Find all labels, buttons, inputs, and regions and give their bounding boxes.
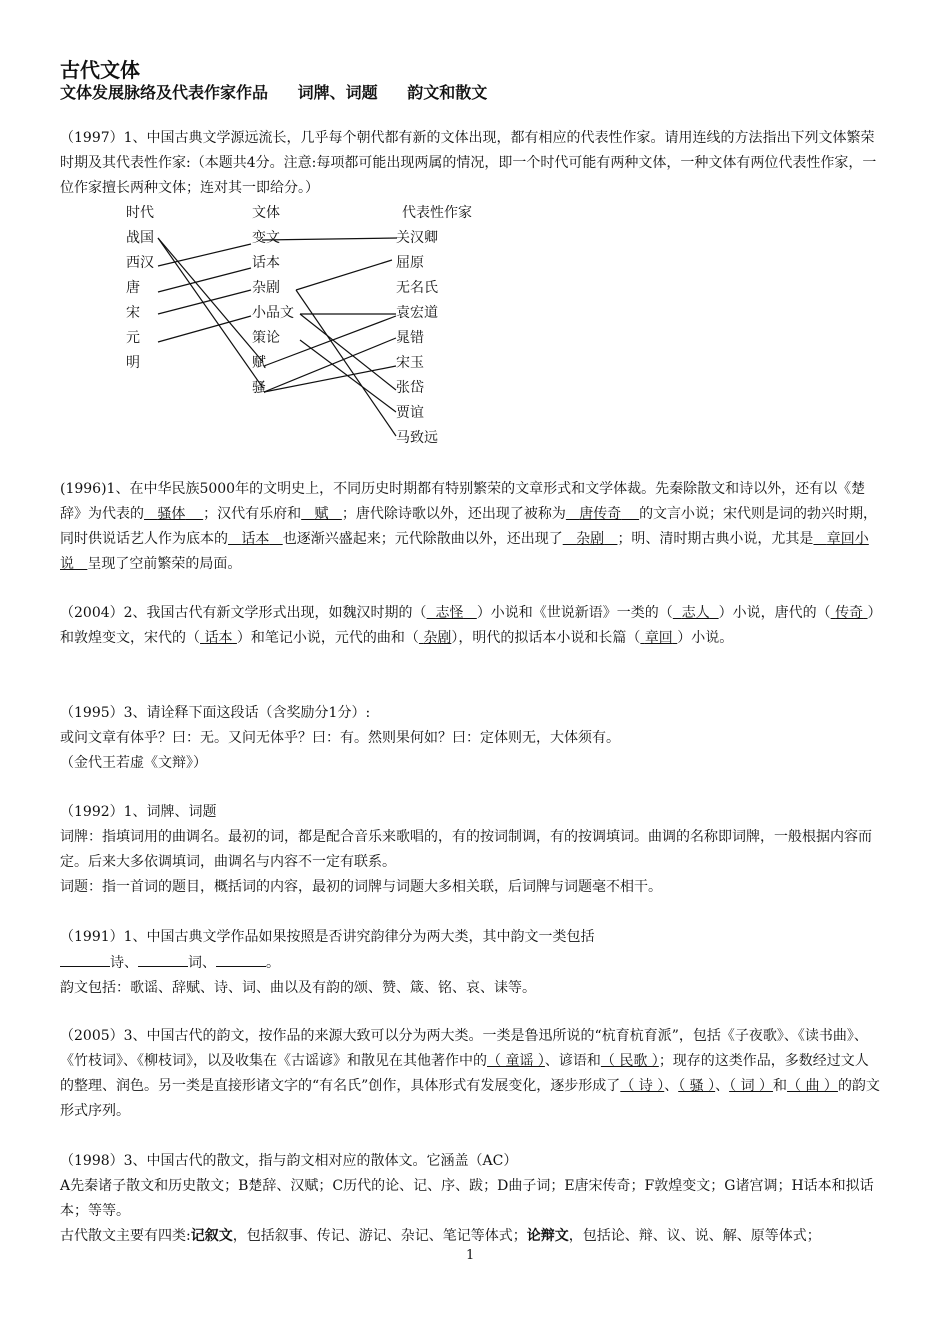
q2004-answer-4 [200, 630, 237, 646]
genre-header: 文体 [252, 205, 280, 221]
q1998-question: （1998）3、中国古代的散文，指与韵文相对应的散体文。它涵盖（AC） [60, 1153, 518, 1169]
q2005-text: 、 [715, 1078, 730, 1094]
genre-item: 小品文 [252, 305, 294, 321]
answer-text: 章回 [644, 630, 673, 646]
q1992-citi: 词题：指一首词的题目，概括词的内容，最初的词牌与词题大多相关联，后词牌与词题毫不相干。 [60, 879, 662, 895]
answer-text: 志人 [681, 605, 710, 621]
q1998-block [60, 1149, 882, 1249]
q1991-answer: 韵文包括：歌谣、辞赋、诗、词、曲以及有韵的颂、赞、箴、铭、哀、诔等。 [60, 980, 536, 996]
answer-text: 志怪 [435, 605, 464, 621]
answer-text: 章回小说 [60, 531, 869, 572]
q1998-term-lunbian: 论辩文 [526, 1228, 569, 1244]
q1996-answer-2 [301, 506, 342, 522]
author-header: 代表性作家 [402, 205, 472, 221]
author-item: 张岱 [396, 380, 424, 396]
q1996-text: ；唐代除诗歌以外，还出现了被称为 [341, 506, 566, 522]
q1995-question: （1995）3、请诠释下面这段话（含奖励分1分）: [60, 705, 371, 721]
q2004-text: ）小说，唐代的（ [718, 605, 831, 621]
q2005-text: 和 [773, 1078, 788, 1094]
author-item: 宋玉 [396, 355, 424, 371]
match-line [300, 314, 396, 390]
q1991-text: 。 [266, 955, 280, 971]
era-item: 宋 [126, 305, 140, 321]
era-item: 元 [126, 330, 140, 346]
author-item: 无名氏 [396, 280, 438, 296]
q1996-paragraph [60, 477, 882, 577]
q1995-block [60, 701, 882, 776]
match-line [158, 238, 263, 388]
q1996-text: 也逐渐兴盛起来；元代除散曲以外，还出现了 [282, 531, 563, 547]
genre-item: 骚 [252, 380, 266, 396]
genre-item: 策论 [252, 330, 280, 346]
q1991-text: 词、 [188, 955, 216, 971]
genre-item: 赋 [252, 355, 266, 371]
q1992-question: （1992）1、词牌、词题 [60, 804, 217, 820]
q1997-text: （1997）1、中国古典文学源远流长，几乎每个朝代都有新的文体出现，都有相应的代表性作家。请用连线的方法指出下列文体繁荣时期及其代表性作家:（本题共4分。注意:每项都可能出现两属的情况，即一个时代可能有两种文体，一种文体有两位代表性作家，一位作家擅长两种文体；连对其一即给分。） [60, 130, 877, 196]
match-line [264, 316, 396, 366]
q1998-term-jixu: 记叙文 [190, 1228, 233, 1244]
q2004-paragraph [60, 601, 882, 651]
q2004-answer-5 [419, 630, 451, 646]
q1991-question: （1991）1、中国古典文学作品如果按照是否讲究韵律分为两大类，其中韵文一类包括 [60, 929, 595, 945]
q1996-text: (1996)1、在中华民族5000年的文明史上，不同历史时期都有特别繁荣的文章形式和文学体裁。先秦除散文和诗以外，还有以《楚辞》为代表的 [60, 481, 866, 522]
q2004-text: ）和敦煌变文，宋代的（ [60, 605, 882, 646]
answer-text: 话本 [204, 630, 233, 646]
q2004-text: ）小说。 [677, 630, 734, 646]
q1992-cipai: 词牌：指填词用的曲调名。最初的词，都是配合音乐来歌唱的，有的按词制调，有的按调填词。曲调的名称即词牌，一般根据内容而定。后来大多依调填词，曲调名与内容不一定有联系。 [60, 829, 872, 870]
q2005-answer-3: （ 诗 ） [620, 1078, 665, 1094]
q2005-text: （2005）3、中国古代的韵文，按作品的来源大致可以分为两大类。一类是鲁迅所说的“杭育杭育派”，包括《子夜歌》、《读书曲》、《竹枝词》、《柳枝词》，以及收集在《古谣谚》和散见在其他著作中的 [60, 1028, 868, 1069]
q2004-answer-3 [831, 605, 868, 621]
era-item: 西汉 [126, 255, 154, 271]
genre-item: 杂剧 [252, 280, 280, 296]
author-item: 关汉卿 [396, 230, 438, 246]
match-line [264, 338, 396, 392]
match-line [296, 260, 392, 290]
era-item: 明 [126, 355, 140, 371]
q2005-answer-4: （ 骚 ） [678, 1078, 716, 1094]
page-number: 1 [466, 1248, 475, 1263]
author-item: 袁宏道 [396, 305, 438, 321]
q1996-answer-5 [563, 531, 618, 547]
matching-lines [0, 0, 950, 460]
answer-text: 传奇 [835, 605, 864, 621]
q1998-options: A先秦诸子散文和历史散文；B楚辞、汉赋；C历代的论、记、序、跋；D曲子词；E唐宋传奇；F敦煌变文；G诸宫调；H话本和拟话本；等等。 [60, 1178, 874, 1219]
q2005-text: 、谚语和 [544, 1053, 601, 1069]
era-item: 战国 [126, 230, 154, 246]
blank-line [216, 950, 266, 967]
blank-line [138, 950, 188, 967]
author-item: 屈原 [396, 255, 424, 271]
q2004-answer-6 [640, 630, 677, 646]
era-item: 唐 [126, 280, 140, 296]
subtitle-part-1: 文体发展脉络及代表作家作品 [60, 83, 269, 102]
match-line [158, 316, 251, 342]
subtitle-part-3: 韵文和散文 [407, 83, 488, 102]
page-title: 古代文体 [60, 58, 140, 82]
q2004-text: ）和笔记小说，元代的曲和（ [236, 630, 419, 646]
q1996-text: ；汉代有乐府和 [203, 506, 302, 522]
author-item: 马致远 [396, 430, 438, 446]
q2005-answer-1: （ 童谣 ） [487, 1053, 545, 1069]
q1996-text: 的文言小说；宋代则是词的勃兴时期，同时供说话艺人作为底本的 [60, 506, 878, 547]
q1998-text: 古代散文主要有四类: [60, 1228, 191, 1244]
match-line [296, 290, 396, 436]
genre-item: 变文 [252, 230, 280, 246]
answer-text: 唐传奇 [579, 506, 622, 522]
q2005-answer-6: （ 曲 ） [787, 1078, 838, 1094]
q1991-blanks [60, 950, 882, 976]
match-line [158, 268, 251, 292]
q1998-text: ，包括论、辩、议、说、解、原等体式； [568, 1228, 821, 1244]
q2005-answer-2: （ 民歌 ） [600, 1053, 659, 1069]
q2004-text: ）小说和《世说新语》一类的（ [476, 605, 673, 621]
match-line [262, 238, 397, 240]
answer-text: 骚体 [157, 506, 186, 522]
q1998-text: ，包括叙事、传记、游记、杂记、笔记等体式； [232, 1228, 527, 1244]
q2004-text: ），明代的拟话本小说和长篇（ [451, 630, 641, 646]
q2005-text: 、 [664, 1078, 679, 1094]
subtitle-part-2: 词牌、词题 [297, 83, 378, 102]
answer-text: 杂剧 [423, 630, 452, 646]
q1996-answer-1 [144, 506, 203, 522]
q2005-text: ；现存的这类作品，多数经过文人的整理、润色。另一类是直接形诸文字的“有名氏”创作，具体形式有发展变化，逐步形成了 [60, 1053, 869, 1094]
q1995-source: （金代王若虚《文辩》） [60, 755, 207, 771]
answer-text: 话本 [241, 531, 270, 547]
match-line [264, 366, 396, 392]
author-item: 晁错 [396, 330, 424, 346]
genre-item: 话本 [252, 255, 280, 271]
q1992-block [60, 800, 882, 900]
q1996-text: ；明、清时期古典小说，尤其是 [617, 531, 814, 547]
blank-line [60, 950, 110, 967]
q1998-four-types [60, 1224, 882, 1249]
q2004-answer-1 [427, 605, 477, 621]
match-line [300, 340, 396, 412]
answer-text: 杂剧 [576, 531, 605, 547]
q2004-answer-2 [673, 605, 719, 621]
era-header: 时代 [126, 205, 154, 221]
q2005-text: 的韵文形式序列。 [60, 1078, 880, 1119]
q1991-block [60, 925, 882, 1001]
q2004-text: （2004）2、我国古代有新文学形式出现，如魏汉时期的（ [60, 605, 427, 621]
q1991-text: 诗、 [110, 955, 138, 971]
answer-text: 赋 [314, 506, 329, 522]
q1996-text: 呈现了空前繁荣的局面。 [87, 556, 242, 572]
q2005-paragraph [60, 1024, 882, 1124]
q1996-answer-3 [566, 506, 639, 522]
author-item: 贾谊 [396, 405, 424, 421]
q1995-quote: 或问文章有体乎？曰：无。又问无体乎？曰：有。然则果何如？曰：定体则无，大体须有。 [60, 730, 620, 746]
q1996-answer-4 [228, 531, 283, 547]
q2005-answer-5: （ 词 ） [729, 1078, 774, 1094]
